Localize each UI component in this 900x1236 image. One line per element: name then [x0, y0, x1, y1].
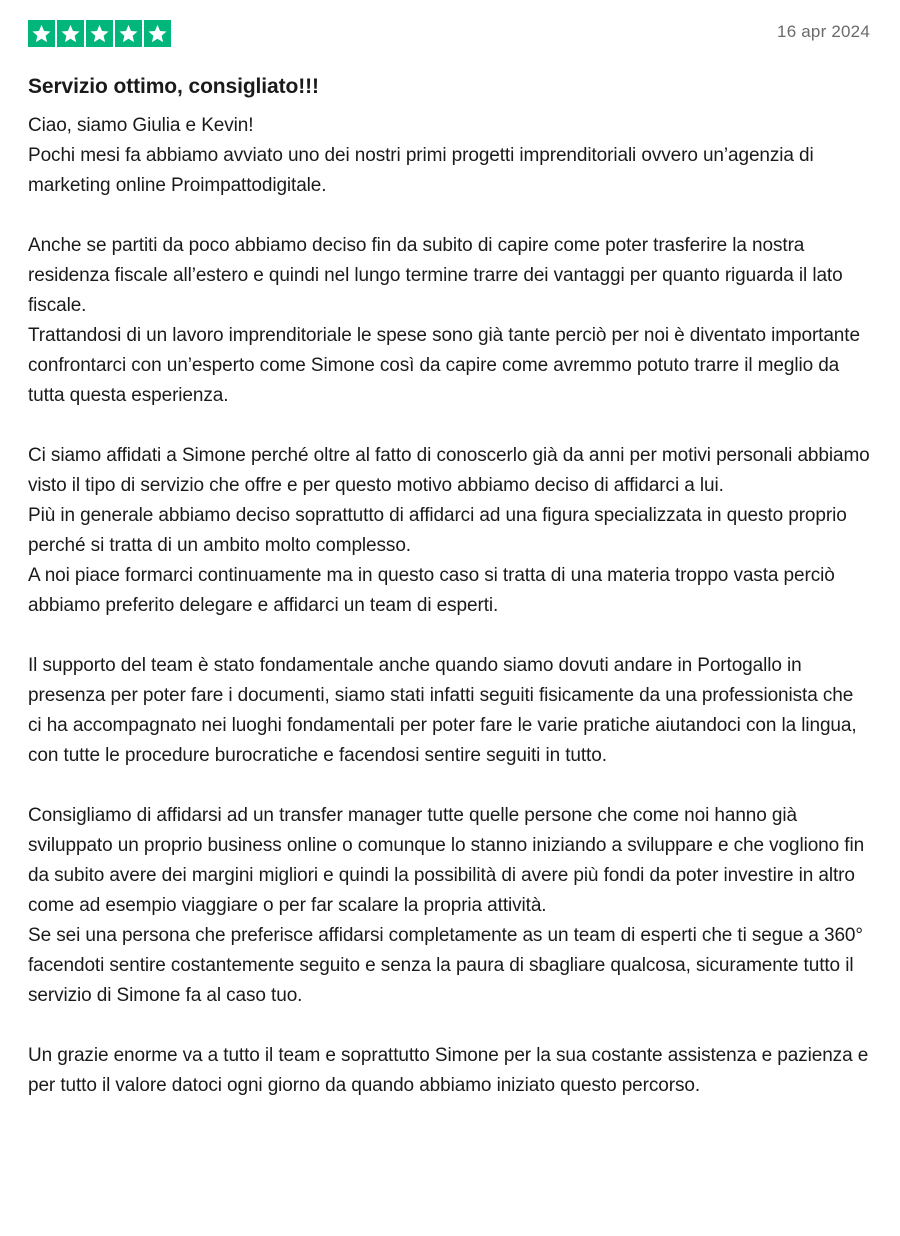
review-text-line: Ci siamo affidati a Simone perché oltre al fatto di conoscerlo già da anni per motivi personali abbiamo visto il tipo di servizio che offre e per questo motivo abbiamo deciso di affidarci a lui.: [28, 445, 870, 496]
review-text-line: Trattandosi di un lavoro imprenditoriale le spese sono già tante perciò per noi è diventato importante confrontarci con un’esperto come Simone così da capire come avremmo potuto trarre il meglio da tutta questa esperienza.: [28, 325, 860, 406]
review-date: 16 apr 2024: [777, 22, 870, 41]
review-text-line: Se sei una persona che preferisce affidarsi completamente as un team di esperti che ti segue a 360° facendoti sentire costantemente seguito e senza la paura di sbagliare qualcosa, sicuramente tutto il servizio di Simone fa al caso tuo.: [28, 925, 863, 1006]
review-paragraph: [28, 651, 870, 771]
star-icon: [28, 20, 55, 47]
star-icon: [144, 20, 171, 47]
star-icon: [57, 20, 84, 47]
review-paragraph: [28, 1041, 870, 1101]
star-rating: [28, 20, 171, 47]
review-text-line: Consigliamo di affidarsi ad un transfer manager tutte quelle persone che come noi hanno già sviluppato un proprio business online o comunque lo stanno iniziando a sviluppare e che vogliono fin da subito avere dei margini migliori e quindi la possibilità di avere più fondi da poter investire in altro come ad esempio viaggiare o per far scalare la propria attività.: [28, 805, 865, 916]
star-icon: [115, 20, 142, 47]
review-paragraph: [28, 801, 870, 1011]
review-paragraph: [28, 441, 870, 621]
review-paragraph: [28, 111, 870, 201]
review-header: [28, 20, 870, 50]
review-body: [28, 111, 870, 1101]
review-text-line: Un grazie enorme va a tutto il team e soprattutto Simone per la sua costante assistenza e pazienza e per tutto il valore datoci ogni giorno da quando abbiamo iniziato questo percorso.: [28, 1045, 869, 1096]
review-text-line: Anche se partiti da poco abbiamo deciso fin da subito di capire come poter trasferire la nostra residenza fiscale all’estero e quindi nel lungo termine trarre dei vantaggi per quanto riguarda il lato fiscale.: [28, 235, 843, 316]
review-paragraph: [28, 231, 870, 411]
review-text-line: Ciao, siamo Giulia e Kevin!: [28, 115, 254, 136]
review-title: Servizio ottimo, consigliato!!!: [28, 75, 319, 98]
review-text-line: A noi piace formarci continuamente ma in questo caso si tratta di una materia troppo vasta perciò abbiamo preferito delegare e affidarci un team di esperti.: [28, 565, 835, 616]
star-icon: [86, 20, 113, 47]
review-text-line: Pochi mesi fa abbiamo avviato uno dei nostri primi progetti imprenditoriali ovvero un’agenzia di marketing online Proimpattodigitale.: [28, 145, 814, 196]
review-text-line: Più in generale abbiamo deciso soprattutto di affidarci ad una figura specializzata in questo proprio perché si tratta di un ambito molto complesso.: [28, 505, 847, 556]
review-text-line: Il supporto del team è stato fondamentale anche quando siamo dovuti andare in Portogallo in presenza per poter fare i documenti, siamo stati infatti seguiti fisicamente da una professionista che ci ha accompagnato nei luoghi fondamentali per poter fare le varie pratiche aiutandoci con la lingua, con tutte le procedure burocratiche e facendosi sentire seguiti in tutto.: [28, 655, 857, 766]
